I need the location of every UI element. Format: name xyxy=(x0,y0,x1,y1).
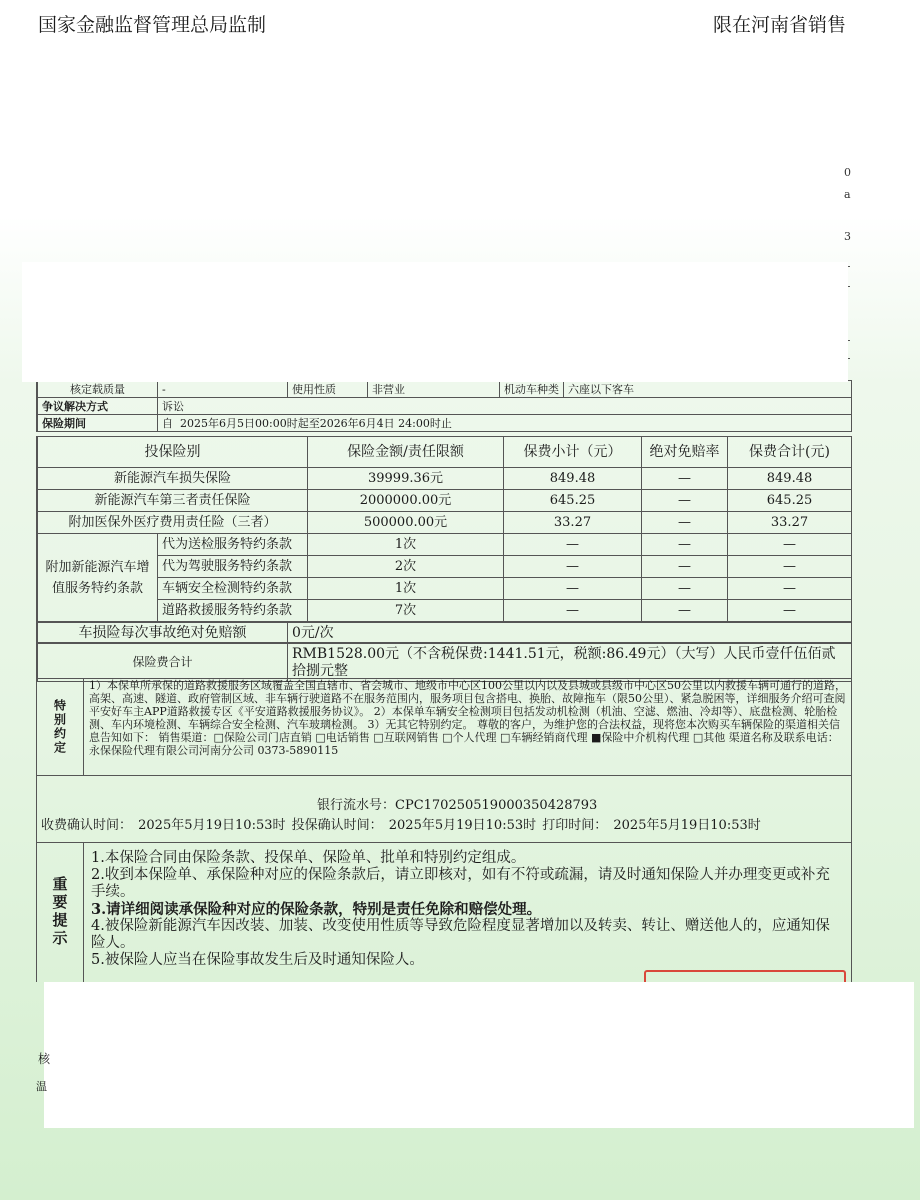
deductible-value: 0元/次 xyxy=(288,623,852,644)
service-total: — xyxy=(728,600,852,622)
premium-label: 保险费合计 xyxy=(38,643,288,682)
special-terms-text: 1）本保单所承保的道路救援服务区域覆盖全国直辖市、省会城市、地级市中心区100公里以内以及县城或县级市中心区50公里以内救援车辆可通行的道路，高架、高速、隧道、政府管制区域、非车辆行驶道路不在服务范围内，服务项目包含搭电、换胎、故障拖车（限50公里）、紧急脱困等，详细服务介绍可查阅平安好车主APP道路救援专区《平安道路救援服务协议》。 2）本保单车辆安全检测项目包括发动机检测（机油、空滤、燃油、冷却等）、底盘检测、轮胎检测、车内环境检测、车辆综合安全检测、汽车玻璃检测。 3）无其它特别约定。 尊敬的客户，为维护您的合法权益，现将您本次购买车辆保险的渠道相关信息告知如下： 销售渠道：□保险公司门店直销 □电话销售 □互联网销售 □个人代理 □车辆经销商代理 ■保险中介机构代理 □其他 渠道名称及联系电话：永保保险代理有限公司河南分公司 0373-5890115 xyxy=(89,679,846,757)
coverage-header: 保险金额/责任限额 xyxy=(308,437,504,468)
coverage-header: 绝对免赔率 xyxy=(642,437,728,468)
usage-value: 非营业 xyxy=(368,381,500,398)
coverage-name: 新能源汽车第三者责任保险 xyxy=(38,490,308,512)
period-row xyxy=(38,415,852,432)
vehicle-type-value: 六座以下客车 xyxy=(564,381,852,398)
service-subtotal: — xyxy=(504,534,642,556)
receipt-section xyxy=(36,774,852,843)
period-label: 保险期间 xyxy=(38,415,158,432)
deductible-label: 车损险每次事故绝对免赔额 xyxy=(38,623,288,644)
coverage-deductible: — xyxy=(642,490,728,512)
coverage-total: 849.48 xyxy=(728,468,852,490)
table-row xyxy=(38,512,852,534)
service-subtotal: — xyxy=(504,578,642,600)
edge-fragment: 温 xyxy=(36,1080,47,1093)
coverage-deductible: — xyxy=(642,512,728,534)
rated-load-value: - xyxy=(158,381,288,398)
usage-label: 使用性质 xyxy=(288,381,368,398)
list-item: 5.被保险人应当在保险事故发生后及时通知保险人。 xyxy=(91,952,424,968)
dispute-row xyxy=(38,398,852,415)
notice-list xyxy=(91,850,843,969)
list-item: 1.本保险合同由保险条款、投保单、保险单、批单和特别约定组成。 xyxy=(91,850,526,866)
coverage-amount: 2000000.00元 xyxy=(308,490,504,512)
list-item: 4.被保险新能源汽车因改装、加装、改变使用性质等导致危险程度显著增加以及转卖、转让、赠送他人的，应通知保险人。 xyxy=(91,918,830,951)
bank-serial-number: 银行流水号：CPC170250519000350428793 xyxy=(317,798,598,813)
premium-section xyxy=(36,642,852,682)
redaction-block xyxy=(44,982,914,1128)
rated-load-label: 核定载质量 xyxy=(38,381,158,398)
service-group-label: 附加新能源汽车增值服务特约条款 xyxy=(38,534,158,622)
confirmation-times: 收费确认时间： 2025年5月19日10:53时 投保确认时间： 2025年5月19日10:53时 打印时间： 2025年5月19日10:53时 xyxy=(41,818,761,833)
table-row xyxy=(38,468,852,490)
coverage-subtotal: 645.25 xyxy=(504,490,642,512)
coverage-subtotal: 33.27 xyxy=(504,512,642,534)
coverage-deductible: — xyxy=(642,468,728,490)
service-deductible: — xyxy=(642,534,728,556)
vehicle-info-section xyxy=(36,380,852,432)
important-notice-section xyxy=(36,842,852,982)
coverage-amount: 39999.36元 xyxy=(308,468,504,490)
special-terms-label: 特别约定 xyxy=(37,679,84,775)
sale-region-note: 限在河南省销售 xyxy=(712,14,846,36)
edge-mark-3: 3 xyxy=(844,230,851,243)
table-row xyxy=(38,600,852,622)
coverage-header: 保费小计（元） xyxy=(504,437,642,468)
service-clause: 代为驾驶服务特约条款 xyxy=(158,556,308,578)
service-subtotal: — xyxy=(504,556,642,578)
table-row xyxy=(38,534,852,556)
dispute-label: 争议解决方式 xyxy=(38,398,158,415)
service-times: 1次 xyxy=(308,534,504,556)
edge-fragment: 核 xyxy=(38,1052,51,1066)
service-total: — xyxy=(728,556,852,578)
edge-mark-1: 0 xyxy=(844,166,851,179)
coverage-total: 645.25 xyxy=(728,490,852,512)
service-deductible: — xyxy=(642,600,728,622)
regulator-note: 国家金融监督管理总局监制 xyxy=(38,14,267,36)
service-times: 2次 xyxy=(308,556,504,578)
redaction-block xyxy=(22,262,848,382)
service-clause: 代为送检服务特约条款 xyxy=(158,534,308,556)
service-clause: 道路救援服务特约条款 xyxy=(158,600,308,622)
edge-mark-2: a xyxy=(844,188,851,201)
coverage-amount: 500000.00元 xyxy=(308,512,504,534)
service-deductible: — xyxy=(642,578,728,600)
list-item: 3.请详细阅读承保险种对应的保险条款，特别是责任免除和赔偿处理。 xyxy=(91,901,542,918)
coverage-name: 附加医保外医疗费用责任险（三者） xyxy=(38,512,308,534)
deductible-section xyxy=(36,622,852,644)
special-terms-section xyxy=(36,678,852,776)
period-prefix: 自 xyxy=(162,416,173,430)
table-row xyxy=(38,578,852,600)
coverage-header: 投保险别 xyxy=(38,437,308,468)
service-total: — xyxy=(728,534,852,556)
service-deductible: — xyxy=(642,556,728,578)
table-row xyxy=(38,490,852,512)
service-total: — xyxy=(728,578,852,600)
period-value xyxy=(158,415,852,432)
table-row xyxy=(38,556,852,578)
service-times: 1次 xyxy=(308,578,504,600)
list-item: 2.收到本保险单、承保险种对应的保险条款后，请立即核对，如有不符或疏漏，请及时通知保险人并办理变更或补充手续。 xyxy=(91,867,830,900)
coverage-header-row xyxy=(38,437,852,468)
coverage-total: 33.27 xyxy=(728,512,852,534)
coverage-name: 新能源汽车损失保险 xyxy=(38,468,308,490)
vehicle-row xyxy=(38,381,852,398)
period-range: 2025年6月5日00:00时起至2026年6月4日 24:00时止 xyxy=(180,416,452,430)
premium-value: RMB1528.00元（不含税保费:1441.51元，税额:86.49元）（大写）人民币壹仟伍佰贰拾捌元整 xyxy=(288,643,852,682)
coverage-subtotal: 849.48 xyxy=(504,468,642,490)
important-notice-label: 重要提示 xyxy=(37,842,84,982)
service-subtotal: — xyxy=(504,600,642,622)
deductible-row xyxy=(38,623,852,644)
service-times: 7次 xyxy=(308,600,504,622)
dispute-value: 诉讼 xyxy=(158,398,852,415)
coverage-header: 保费合计(元) xyxy=(728,437,852,468)
vehicle-type-label: 机动车种类 xyxy=(500,381,564,398)
service-clause: 车辆安全检测特约条款 xyxy=(158,578,308,600)
premium-row xyxy=(38,643,852,682)
coverage-table xyxy=(36,436,852,622)
